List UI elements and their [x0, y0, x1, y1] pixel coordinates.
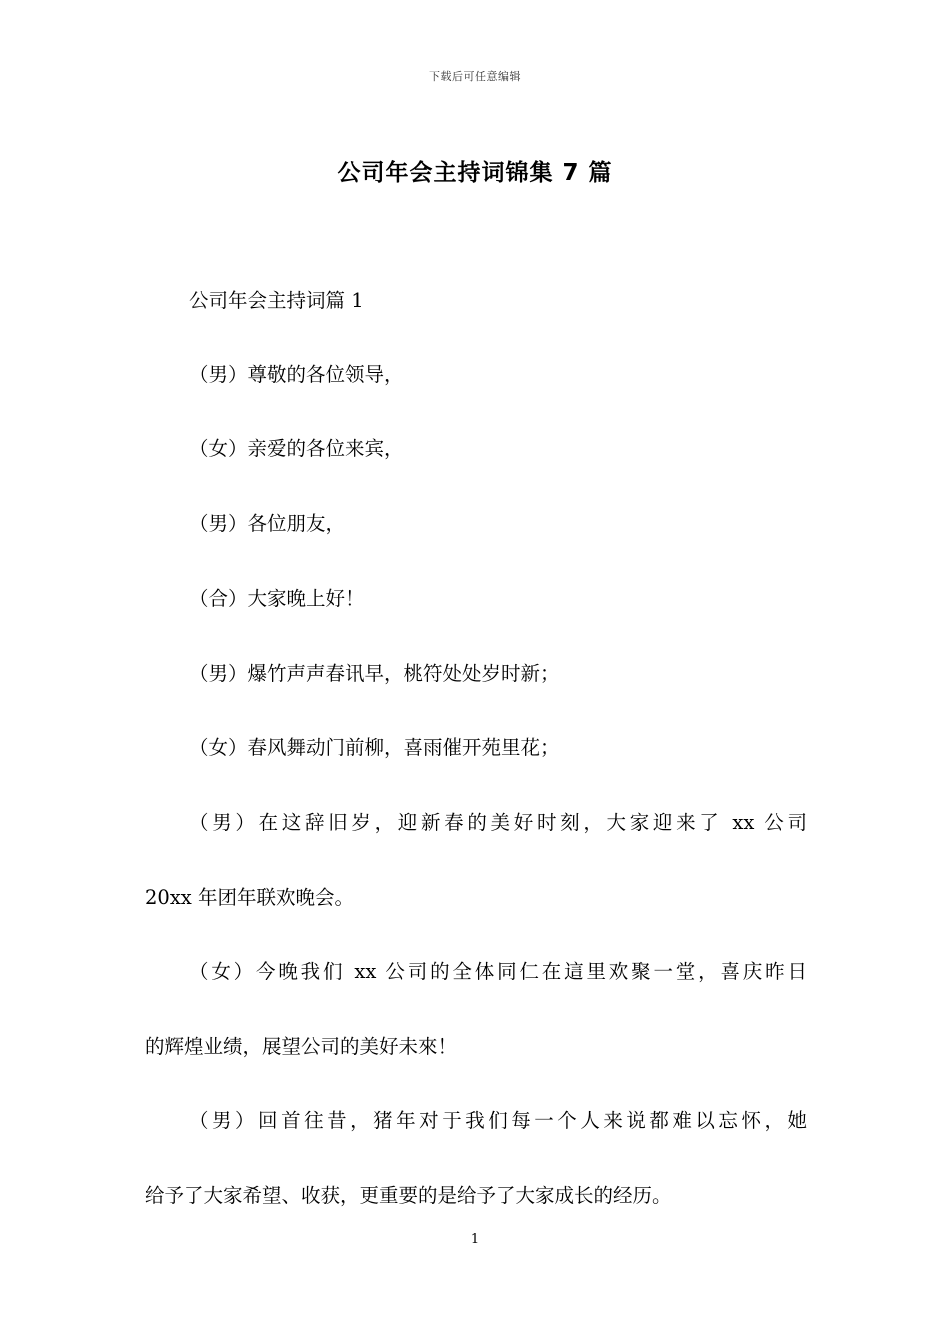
- paragraph-line: （男）尊敬的各位领导，: [189, 363, 404, 386]
- paragraph-line: 给予了大家希望、收获，更重要的是给予了大家成长的经历。: [145, 1184, 672, 1207]
- paragraph-line: （男）爆竹声声春讯早，桃符处处岁时新；: [189, 662, 560, 685]
- paragraph-line: （合）大家晚上好！: [189, 587, 365, 610]
- paragraph-line: 的辉煌业绩，展望公司的美好未來！: [145, 1035, 458, 1058]
- page-number: 1: [470, 1232, 480, 1247]
- paragraph-line: （女）今晚我们 xx 公司的全体同仁在這里欢聚一堂，喜庆昨日: [189, 960, 807, 983]
- header-note: 下载后可任意编辑: [429, 70, 521, 83]
- paragraph-line: （男）回首往昔，猪年对于我们每一个人来说都难以忘怀，她: [189, 1109, 807, 1132]
- paragraph-line: （男）各位朋友，: [189, 512, 346, 535]
- paragraph-line: （女）亲爱的各位来宾，: [189, 437, 404, 460]
- document-title: 公司年会主持词锦集 7 篇: [337, 160, 613, 186]
- paragraph-line: 20xx 年团年联欢晚会。: [145, 886, 355, 909]
- paragraph-line: （男）在这辞旧岁，迎新春的美好时刻，大家迎来了 xx 公司: [189, 811, 807, 834]
- paragraph-line: 公司年会主持词篇 1: [189, 289, 364, 312]
- paragraph-line: （女）春风舞动门前柳，喜雨催开苑里花；: [189, 736, 560, 759]
